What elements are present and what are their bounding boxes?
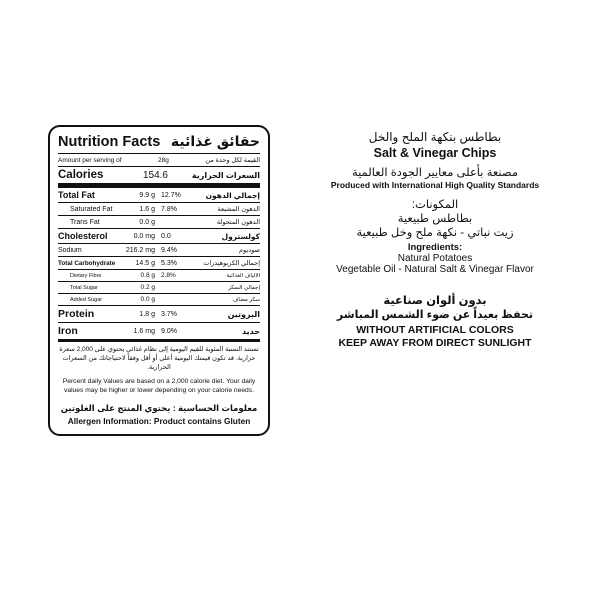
nutrient-name-en: Trans Fat (70, 218, 100, 226)
calories-label-en: Calories (58, 169, 104, 181)
nutrient-row-cholesterol (58, 229, 260, 244)
nutrient-name-ar: صوديوم (239, 247, 260, 254)
nutrient-name-ar: كولسترول (221, 231, 260, 241)
calories-value: 154.6 (142, 169, 168, 181)
standards-text-en: Produced with International High Quality Standards (330, 180, 540, 190)
storage-warning-ar: تحفظ بعيداً عن ضوء الشمس المباشر (336, 309, 534, 321)
allergen-info-en: Allergen Information: Product contains Gluten (67, 416, 251, 427)
ingredient-ar: بطاطس طبيعية (397, 213, 473, 225)
nutrient-amount: 1.6 mg (133, 327, 155, 335)
daily-value-footnote-en: Percent daily Values are based on a 2,000 calorie diet. Your daily values may be higher or lower depending on your calorie needs. (62, 378, 256, 395)
nutrient-percent: 2.8% (161, 272, 176, 279)
nutrient-amount: 0.0 mg (133, 232, 155, 240)
nutrient-row-sodium (58, 244, 260, 257)
nutrient-row-iron (58, 323, 260, 342)
nutrient-row-total-sugar (58, 282, 260, 294)
nutrient-percent: 9.0% (161, 327, 177, 335)
nutrient-name-en: Cholesterol (58, 231, 108, 241)
nutrient-percent: 7.8% (161, 205, 177, 213)
ingredients-heading-en: Ingredients: (407, 242, 463, 253)
nutrient-amount: 0.2 g (140, 284, 155, 291)
nutrient-name-en: Iron (58, 325, 78, 337)
nutrient-name-en: Total Sugar (70, 284, 98, 291)
calories-label-ar: السعرات الحرارية (191, 170, 260, 180)
product-title-en: Salt & Vinegar Chips (373, 146, 497, 160)
allergen-info-ar: معلومات الحساسية : يحتوي المنتج على الغلوتين (60, 403, 258, 414)
nutrition-label-panel (48, 125, 270, 436)
nutrient-name-ar: البروتين (227, 309, 260, 319)
nutrient-amount: 1.8 g (139, 310, 155, 318)
nutrient-row-saturated-fat (58, 203, 260, 216)
nutrient-percent: 9.4% (161, 246, 177, 254)
ingredient-en: Vegetable Oil - Natural Salt & Vinegar Flavor (336, 264, 534, 275)
nutrient-name-ar: الدهون المشبعة (217, 206, 260, 213)
no-artificial-colors-ar: بدون ألوان صناعية (383, 295, 487, 307)
nutrient-name-en: Protein (58, 308, 95, 320)
nutrient-name-ar: إجمالي الكربوهيدرات (203, 260, 260, 267)
nutrient-name-en: Saturated Fat (70, 205, 113, 213)
ingredient-en: Natural Potatoes (397, 253, 473, 264)
serving-row (58, 154, 260, 167)
nutrient-row-dietary-fibre (58, 270, 260, 282)
nutrition-title-en: Nutrition Facts (58, 134, 161, 150)
standards-text-ar: مصنعة بأعلى معايير الجودة العالمية (351, 167, 519, 179)
nutrient-amount: 0.0 g (140, 296, 155, 303)
nutrition-title-ar: حقائق غذائية (170, 133, 260, 149)
nutrient-row-protein (58, 306, 260, 323)
nutrition-header (58, 133, 260, 154)
nutrient-name-en: Total Fat (58, 190, 95, 200)
nutrient-row-trans-fat (58, 216, 260, 229)
nutrient-percent: 12.7% (161, 191, 181, 199)
nutrient-name-ar: إجمالي السكر (228, 284, 260, 291)
nutrient-percent: 0.0 (161, 232, 171, 240)
nutrient-amount: 216.2 mg (125, 246, 155, 254)
nutrient-name-ar: الدهون المتحولة (216, 219, 260, 226)
serving-amount: 28g (158, 156, 169, 164)
nutrient-row-total-carbohydrate (58, 257, 260, 270)
nutrient-name-en: Added Sugar (70, 296, 103, 303)
nutrient-name-en: Sodium (58, 246, 82, 254)
ingredient-ar: زيت نباتي - نكهة ملح وخل طبيعية (356, 227, 514, 239)
storage-warning-en: KEEP AWAY FROM DIRECT SUNLIGHT (338, 337, 532, 349)
product-info-panel (300, 130, 570, 349)
nutrient-name-ar: إجمالي الدهون (205, 190, 260, 200)
nutrition-facts-box (48, 125, 270, 436)
nutrient-name-ar: حديد (241, 326, 260, 336)
nutrient-name-ar: سكر مضاف (232, 296, 260, 303)
serving-label-ar: القيمة لكل وحدة من (205, 157, 260, 164)
nutrient-name-ar: الألياف الغذائية (226, 272, 260, 279)
nutrient-name-en: Total Carbohydrate (58, 259, 116, 267)
nutrient-amount: 0.0 g (139, 218, 155, 226)
serving-label-en: Amount per serving of (58, 156, 122, 164)
nutrient-name-en: Dietary Fibre (70, 272, 102, 279)
nutrient-amount: 1.6 g (139, 205, 155, 213)
nutrient-row-total-fat (58, 188, 260, 203)
no-artificial-colors-en: WITHOUT ARTIFICIAL COLORS (356, 324, 514, 336)
nutrient-amount: 14.5 g (135, 259, 155, 267)
ingredients-heading-ar: المكونات: (411, 199, 459, 211)
nutrient-percent: 5.3% (161, 259, 177, 267)
nutrient-row-added-sugar (58, 294, 260, 306)
nutrient-amount: 0.8 g (140, 272, 155, 279)
calories-row (58, 167, 260, 188)
product-title-ar: بطاطس بنكهة الملح والخل (368, 130, 502, 144)
daily-value-footnote-ar: تستند النسبة المئوية للقيم اليومية إلى نظام غذائي يحتوي على 2,000 سعرة حرارية. قد تكون قيمتك اليومية أعلى أو أقل وفقاً لاحتياجاتك من السعرات الحرارية. (59, 346, 259, 371)
nutrient-percent: 3.7% (161, 310, 177, 318)
nutrient-amount: 9.9 g (139, 191, 155, 199)
